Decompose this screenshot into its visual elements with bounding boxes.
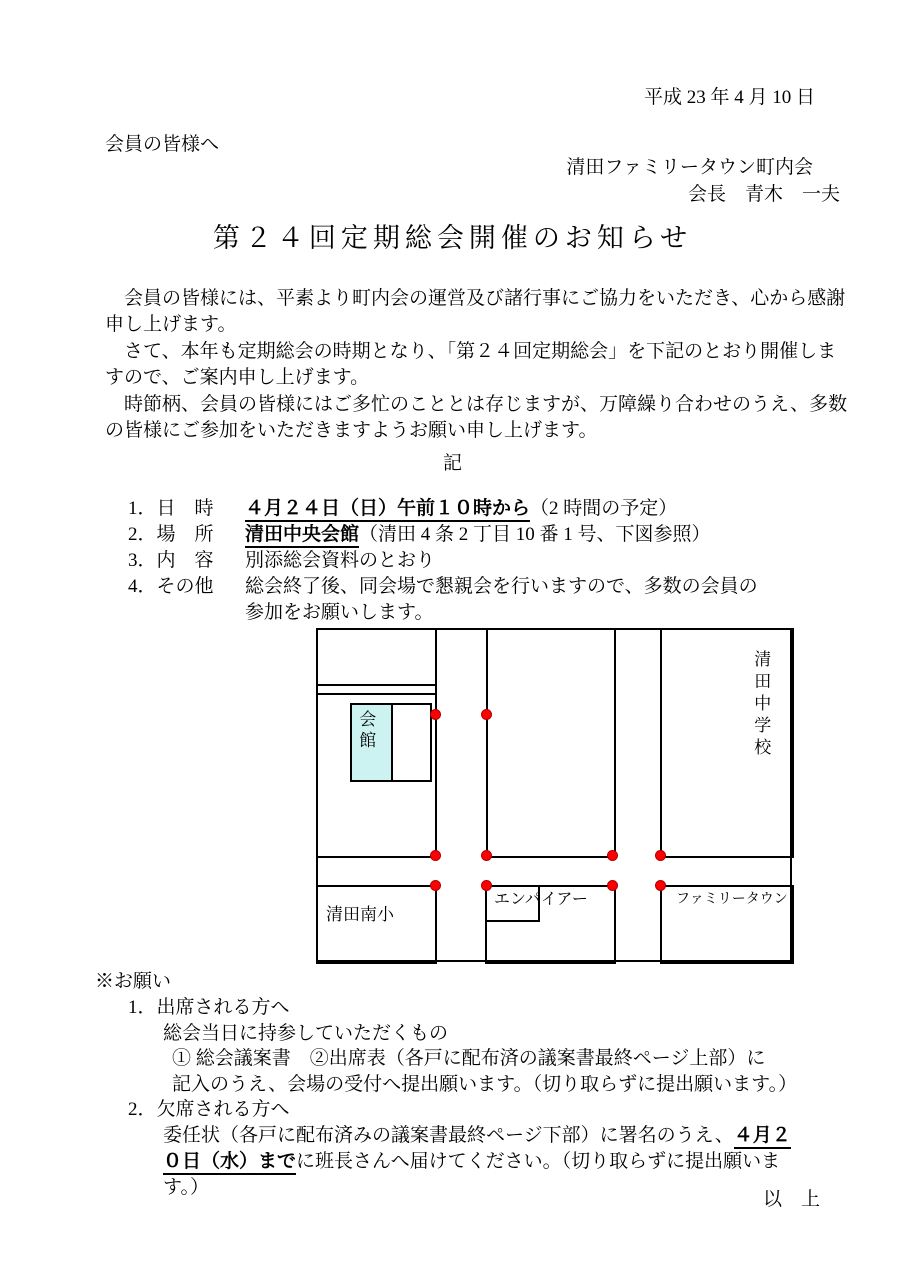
notes-absent-line-1 — [163, 1124, 791, 1148]
location-map — [316, 628, 792, 962]
map-dot — [430, 850, 441, 861]
map-dot — [655, 850, 666, 861]
agenda-item-place — [128, 523, 711, 547]
paragraph-3-line-2: の皆様にご参加をいただきますようお願い申し上げます。 — [105, 420, 598, 441]
notes-attend-line-3: 記入のうえ、会場の受付へ提出願います。（切り取らずに提出願います。） — [172, 1074, 798, 1095]
map-label-empire: エンパイアー — [494, 891, 588, 908]
map-block-top-middle — [486, 628, 616, 858]
map-block-middle-school — [660, 628, 794, 858]
agenda-label-other: 4．その他 — [128, 576, 214, 597]
map-dot — [481, 880, 492, 891]
agenda-place-emphasis: 清田中央会館 — [245, 524, 359, 548]
map-lane-line — [316, 693, 437, 695]
paragraph-1-line-1: 会員の皆様には、平素より町内会の運営及び諸行事にご協力をいただき、心から感謝 — [105, 288, 846, 309]
map-label-middle-school: 清田中学校 — [751, 650, 771, 760]
closing-marker: 以 上 — [762, 1189, 820, 1210]
map-dot — [607, 880, 618, 891]
agenda-other-text: 総会終了後、同会場で懇親会を行いますので、多数の会員の — [245, 576, 758, 597]
doc-title: 第２４回定期総会開催のお知らせ — [212, 223, 693, 253]
salutation: 会員の皆様へ — [105, 134, 220, 155]
map-label-hall: 会館 — [356, 710, 376, 752]
agenda-label-place: 2．場 所 — [128, 524, 214, 545]
org-name: 清田ファミリータウン町内会 — [566, 157, 813, 178]
map-dot — [607, 850, 618, 861]
agenda-contents-text: 別添総会資料のとおり — [245, 550, 436, 571]
agenda-label-contents: 3．内 容 — [128, 550, 214, 571]
president-line: 会長 青木 一夫 — [687, 184, 840, 205]
notes-deadline-emphasis-1: ４月２ — [734, 1125, 791, 1149]
notes-attend-line-2: ① 総会議案書 ②出席表（各戸に配布済の議案書最終ページ上部）に — [172, 1048, 766, 1069]
map-label-south-elementary: 清田南小 — [326, 905, 394, 924]
map-dot — [481, 850, 492, 861]
notes-heading: ※お願い — [95, 971, 172, 992]
notes-absent-line-2-text: に班長さんへ届けてください。（切り取らずに提出願いま — [296, 1151, 781, 1172]
notes-attend-title: 1．出席される方へ — [128, 997, 290, 1018]
map-subblock-topleft — [316, 628, 437, 686]
map-label-family-town: ファミリータウン — [676, 892, 788, 907]
notes-absent-line-1-text: 委任状（各戸に配布済みの議案書最終ページ下部）に署名のうえ、 — [163, 1125, 734, 1146]
agenda-label-datetime: 1．日 時 — [128, 498, 214, 519]
notes-deadline-emphasis-2: ０日（水）まで — [163, 1151, 296, 1175]
agenda-item-other — [128, 575, 758, 599]
agenda-item-other-continuation: 参加をお願いします。 — [245, 602, 434, 623]
agenda-datetime-rest: （2 時間の予定） — [530, 498, 678, 519]
map-dot — [430, 709, 441, 720]
ki-marker: 記 — [442, 453, 462, 474]
agenda-item-contents — [128, 549, 435, 573]
map-dot — [655, 880, 666, 891]
agenda-item-datetime — [128, 497, 677, 521]
notes-absent-line-2 — [163, 1150, 780, 1174]
notes-absent-title: 2．欠席される方へ — [128, 1099, 290, 1120]
map-dot — [430, 880, 441, 891]
paragraph-1-line-2: 申し上げます。 — [105, 314, 237, 335]
paragraph-2-line-2: すので、ご案内申し上げます。 — [105, 367, 370, 388]
notes-attend-line-1: 総会当日に持参していただくもの — [163, 1023, 449, 1044]
agenda-datetime-emphasis: ４月２４日（日）午前１０時から — [245, 498, 530, 522]
map-dot — [481, 709, 492, 720]
notes-absent-line-3: す。） — [163, 1177, 209, 1198]
paragraph-2-line-1: さて、本年も定期総会の時期となり、「第２４回定期総会」を下記のとおり開催しま — [105, 341, 837, 362]
paragraph-3-line-1: 時節柄、会員の皆様にはご多忙のこととは存じますが、万障繰り合わせのうえ、多数 — [105, 394, 848, 415]
date-line: 平成 23 年 4 月 10 日 — [643, 87, 815, 108]
agenda-place-rest: （清田 4 条 2 丁目 10 番 1 号、下図参照） — [359, 524, 711, 545]
